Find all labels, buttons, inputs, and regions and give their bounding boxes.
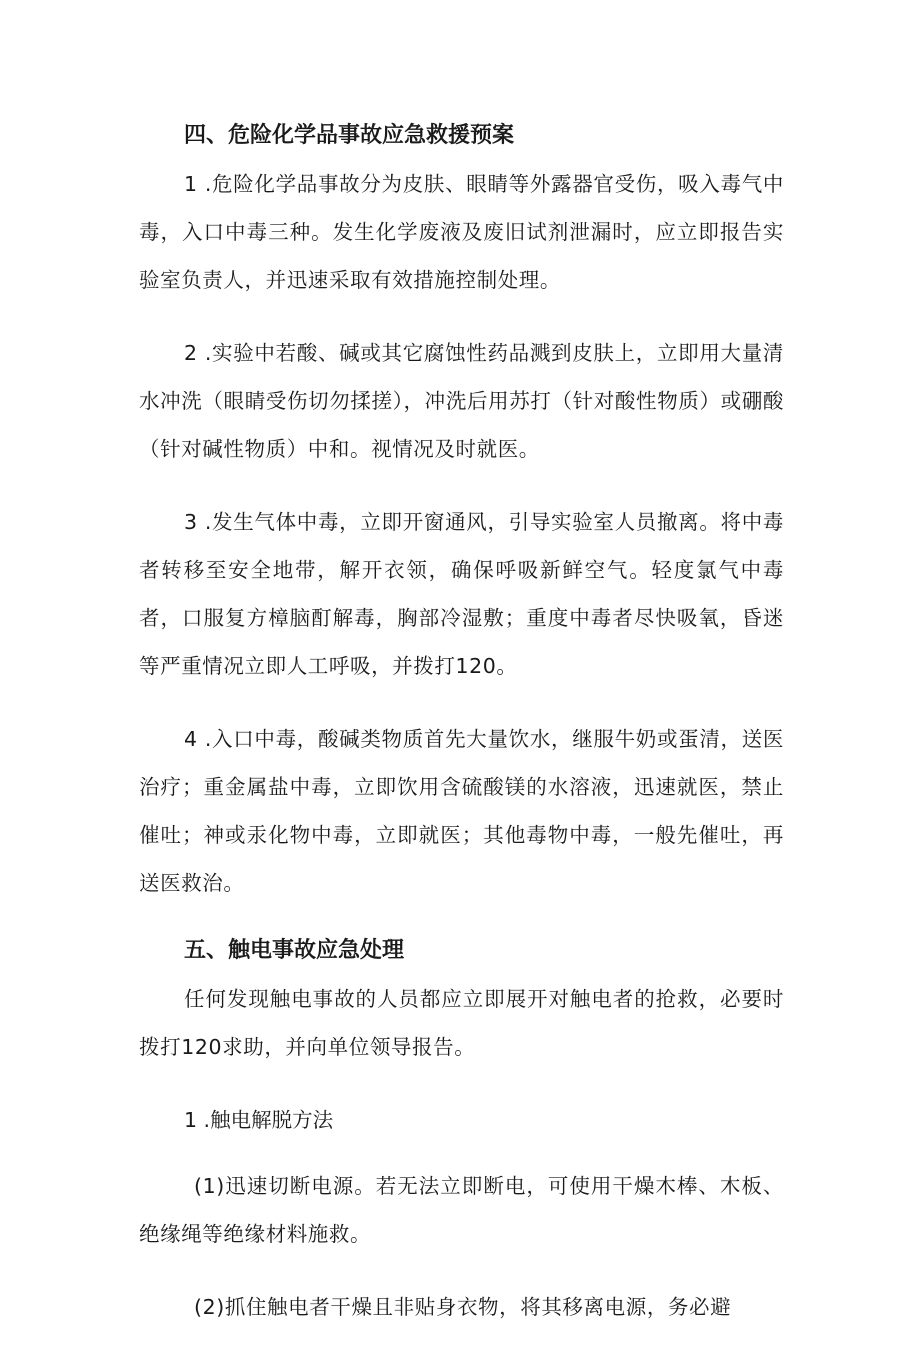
section-5-step-1: (1)迅速切断电源。若无法立即断电，可使用干燥木棒、木板、绝缘绳等绝缘材料施救。 [139, 1174, 784, 1246]
section-4-item-4: 4 .入口中毒，酸碱类物质首先大量饮水，继服牛奶或蛋清，送医治疗；重金属盐中毒，立即饮用含硫酸镁的水溶液，迅速就医，禁止催吐；神或汞化物中毒，立即就医；其他毒物中毒，一般先催吐，再送医救治。 [139, 727, 784, 895]
section-4-item-3: 3 .发生气体中毒，立即开窗通风，引导实验室人员撤离。将中毒者转移至安全地带，解开衣领，确保呼吸新鲜空气。轻度氯气中毒者，口服复方樟脑酊解毒，胸部冷湿敷；重度中毒者尽快吸氧，昏迷等严重情况立即人工呼吸，并拨打120。 [139, 510, 784, 678]
section-5-title: 五、触电事故应急处理 [184, 938, 405, 963]
section-4-item-1: 1 .危险化学品事故分为皮肤、眼睛等外露器官受伤，吸入毒气中毒，入口中毒三种。发生化学废液及废旧试剂泄漏时，应立即报告实验室负责人，并迅速采取有效措施控制处理。 [139, 172, 784, 292]
section-5-intro: 任何发现触电事故的人员都应立即展开对触电者的抢救，必要时拨打120求助，并向单位领导报告。 [139, 987, 784, 1059]
section-5-subheading-1: 1 .触电解脱方法 [184, 1108, 334, 1132]
section-5-step-2: (2)抓住触电者干燥且非贴身衣物，将其移离电源，务必避 [194, 1295, 732, 1319]
section-4-title: 四、危险化学品事故应急救援预案 [184, 123, 515, 148]
document-body [139, 112, 784, 1356]
section-4-item-2: 2 .实验中若酸、碱或其它腐蚀性药品溅到皮肤上，立即用大量清水冲洗（眼睛受伤切勿揉搓），冲洗后用苏打（针对酸性物质）或硼酸（针对碱性物质）中和。视情况及时就医。 [139, 341, 784, 461]
